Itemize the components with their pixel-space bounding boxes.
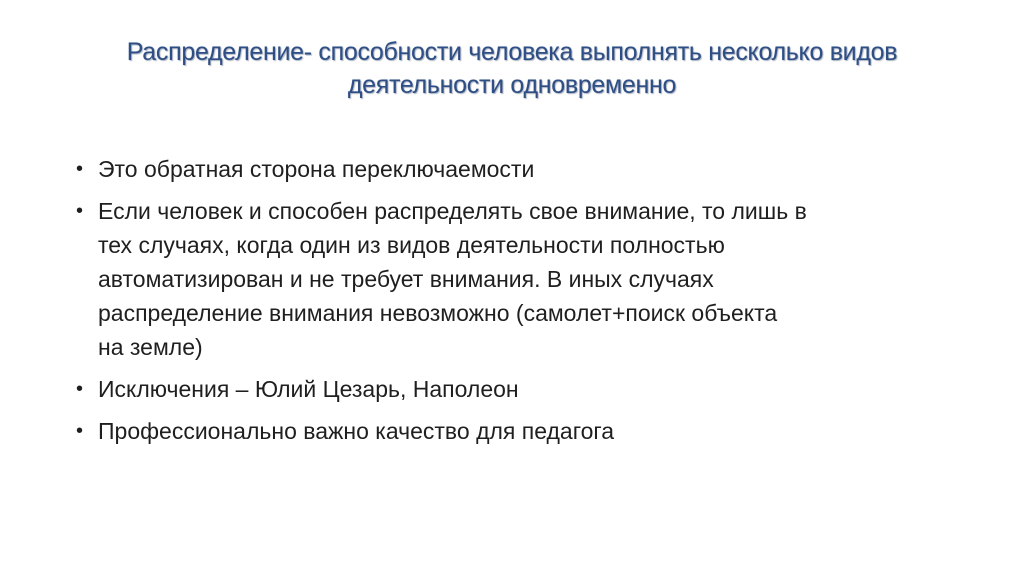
bullet-item — [76, 372, 956, 406]
bullet-text — [98, 372, 956, 406]
bullet-marker: • — [76, 378, 84, 400]
bullet-marker: • — [76, 420, 84, 442]
bullet-text-line: Это обратная сторона переключаемости — [98, 156, 535, 182]
slide-title — [60, 36, 964, 102]
bullet-text — [98, 194, 956, 364]
bullet-text-line: на земле) — [98, 334, 203, 360]
bullet-marker: • — [76, 200, 84, 222]
bullet-text-line: автоматизирован и не требует внимания. В иных случаях — [98, 266, 714, 292]
bullet-text-line: Профессионально важно качество для педагога — [98, 418, 615, 444]
bullet-text-line: тех случаях, когда один из видов деятельности полностью — [98, 232, 725, 258]
bullet-text — [98, 152, 956, 186]
bullet-item — [76, 194, 956, 364]
bullet-item — [76, 152, 956, 186]
slide-title-line: деятельности одновременно — [347, 71, 677, 99]
slide-title-line: Распределение- способности человека выполнять несколько видов — [126, 38, 898, 66]
bullet-list — [76, 152, 956, 456]
bullet-text-line: распределение внимания невозможно (самолет+поиск объекта — [98, 300, 778, 326]
bullet-marker: • — [76, 158, 84, 180]
bullet-item — [76, 414, 956, 448]
bullet-text-line: Если человек и способен распределять свое внимание, то лишь в — [98, 198, 807, 224]
bullet-text — [98, 414, 956, 448]
bullet-text-line: Исключения – Юлий Цезарь, Наполеон — [98, 376, 519, 402]
